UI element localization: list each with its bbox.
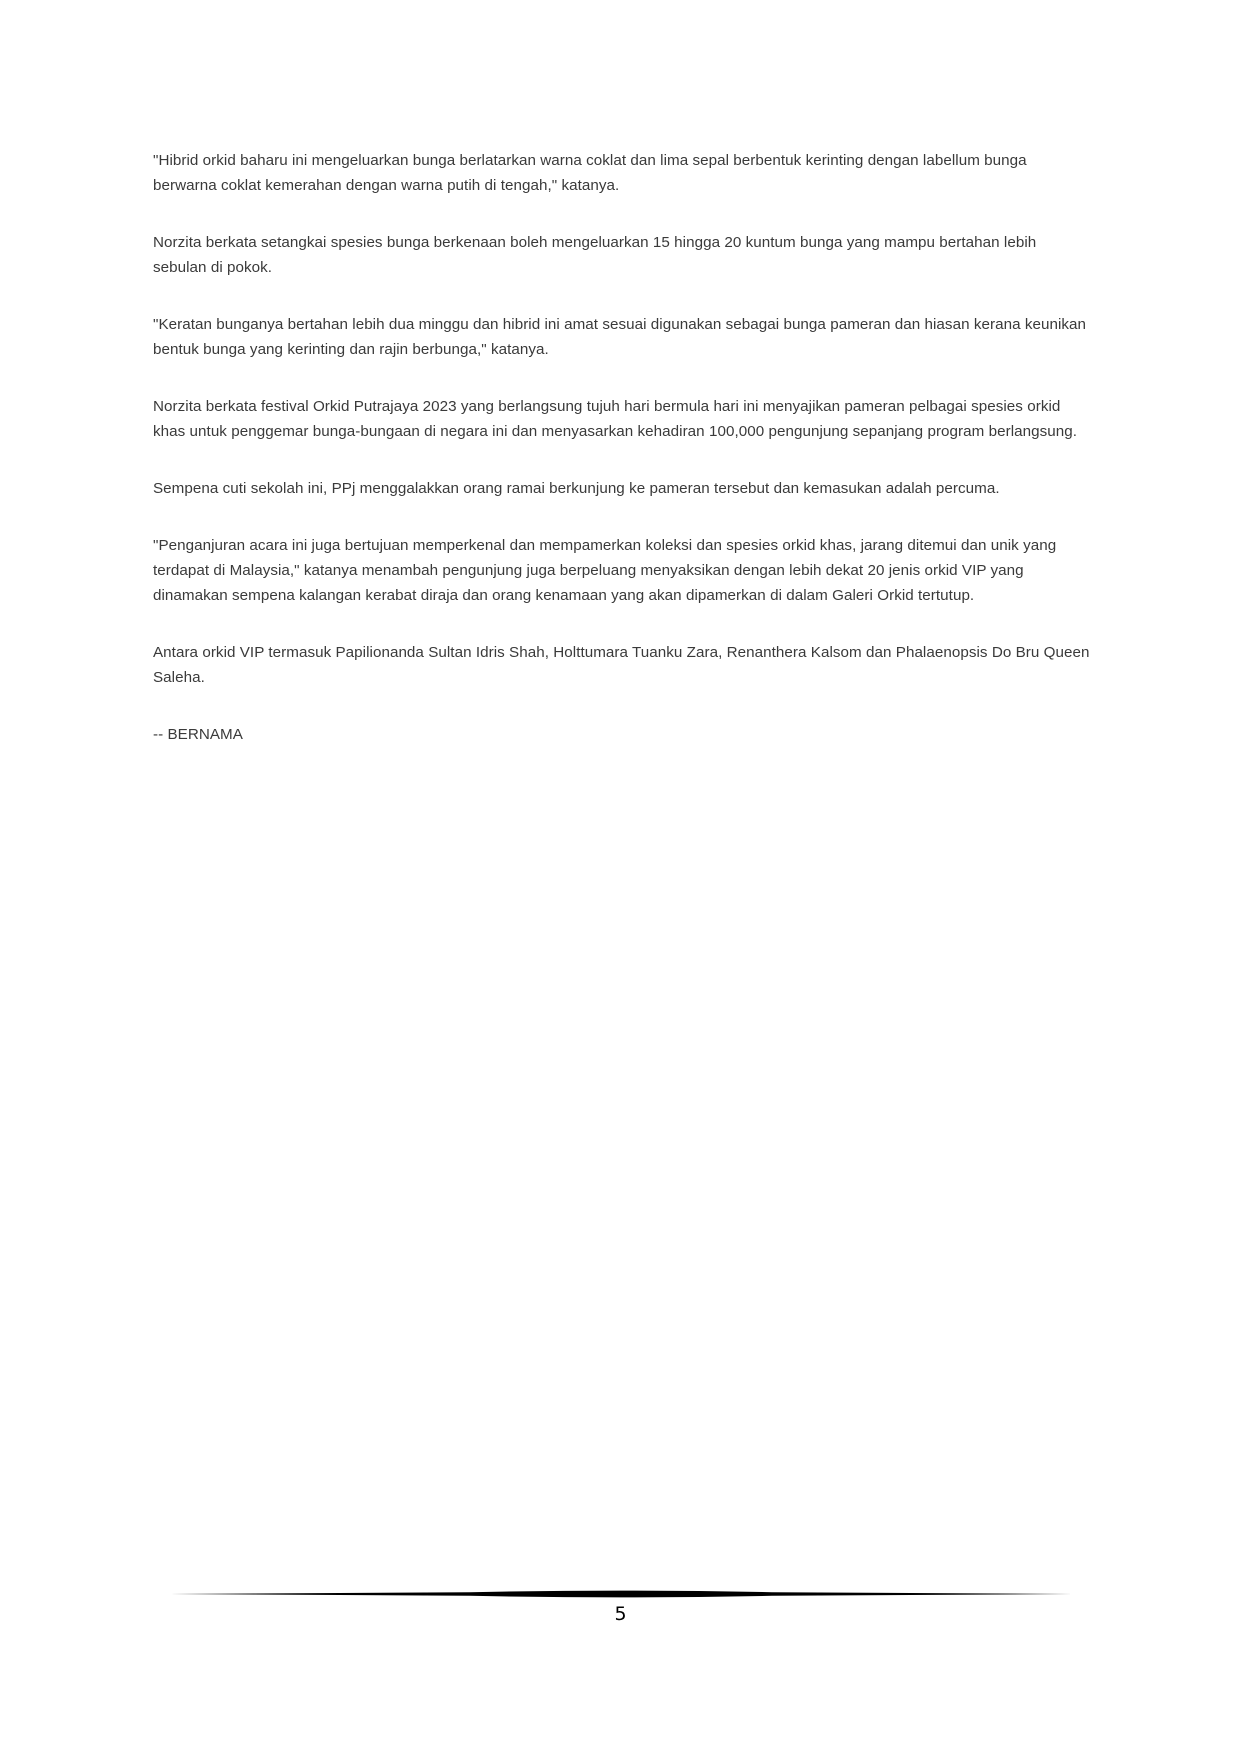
paragraph-2: Norzita berkata setangkai spesies bunga berkenaan boleh mengeluarkan 15 hingga 20 kuntum bunga yang mampu bertahan lebih sebulan di pokok.	[153, 234, 1037, 276]
paragraph-7: Antara orkid VIP termasuk Papilionanda Sultan Idris Shah, Holttumara Tuanku Zara, Renanthera Kalsom dan Phalaenopsis Do Bru Queen Saleha.	[153, 644, 1090, 686]
article-source: -- BERNAMA	[153, 726, 243, 743]
paragraph-3: "Keratan bunganya bertahan lebih dua minggu dan hibrid ini amat sesuai digunakan sebagai bunga pameran dan hiasan kerana keunikan bentuk bunga yang kerinting dan rajin berbunga," katanya.	[153, 316, 1087, 358]
paragraph-6: "Penganjuran acara ini juga bertujuan memperkenal dan mempamerkan koleksi dan spesies orkid khas, jarang ditemui dan unik yang terdapat di Malaysia," katanya menambah pengunjung juga berpeluang menyaksikan dengan lebih dekat 20 jenis orkid VIP yang dinamakan sempena kalangan kerabat diraja dan orang kenamaan yang akan dipamerkan di dalam Galeri Orkid tertutup.	[153, 537, 1057, 604]
page-number: 5	[614, 1603, 627, 1625]
paragraph-1: "Hibrid orkid baharu ini mengeluarkan bunga berlatarkan warna coklat dan lima sepal berbentuk kerinting dengan labellum bunga berwarna coklat kemerahan dengan warna putih di tengah," katanya.	[153, 152, 1027, 194]
paragraph-5: Sempena cuti sekolah ini, PPj menggalakkan orang ramai berkunjung ke pameran tersebut dan kemasukan adalah percuma.	[153, 480, 1000, 497]
article-body	[153, 148, 1093, 779]
paragraph-4: Norzita berkata festival Orkid Putrajaya 2023 yang berlangsung tujuh hari bermula hari ini menyajikan pameran pelbagai spesies orkid khas untuk penggemar bunga-bungaan di negara ini dan menyasarkan kehadiran 100,000 pengunjung sepanjang program berlangsung.	[153, 398, 1078, 440]
footer-divider	[170, 1588, 1072, 1600]
